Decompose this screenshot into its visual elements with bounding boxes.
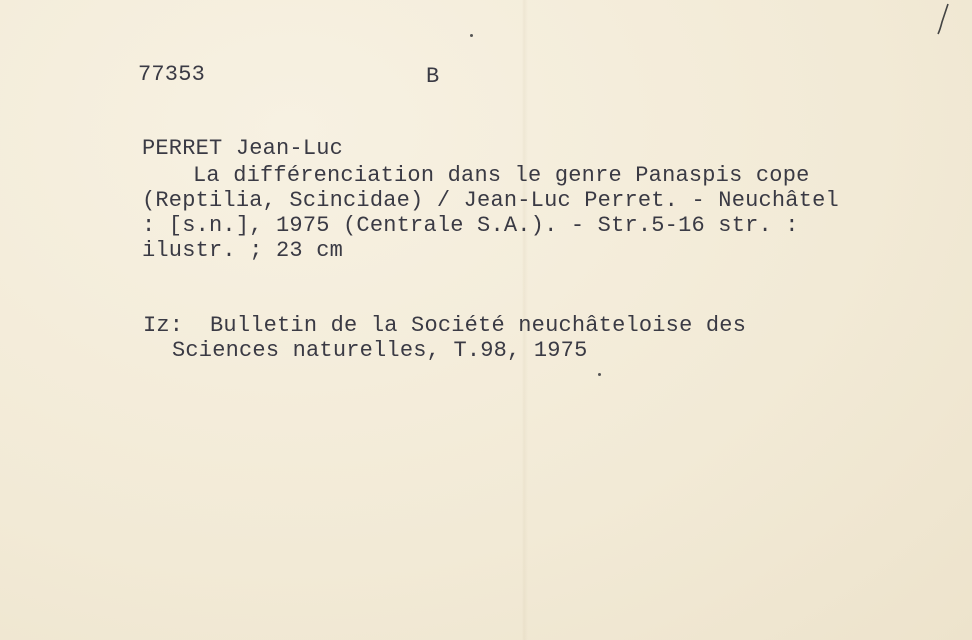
- source-line-2: Sciences naturelles, T.98, 1975: [172, 338, 588, 363]
- ink-speck: [470, 34, 473, 37]
- title-line-2: (Reptilia, Scincidae) / Jean-Luc Perret. - Neuchâtel: [142, 188, 839, 213]
- pencil-check-mark: [936, 2, 950, 36]
- catalog-number: 77353: [138, 62, 206, 87]
- title-line-1: La différenciation dans le genre Panaspis cope: [193, 163, 810, 188]
- ink-speck: [598, 373, 601, 376]
- title-line-4: ilustr. ; 23 cm: [142, 238, 344, 263]
- source-line-1: Iz: Bulletin de la Société neuchâteloise des: [143, 313, 747, 338]
- title-line-3: : [s.n.], 1975 (Centrale S.A.). - Str.5-16 str. :: [142, 213, 799, 238]
- class-letter: B: [426, 64, 440, 89]
- author-heading: PERRET Jean-Luc: [142, 136, 344, 161]
